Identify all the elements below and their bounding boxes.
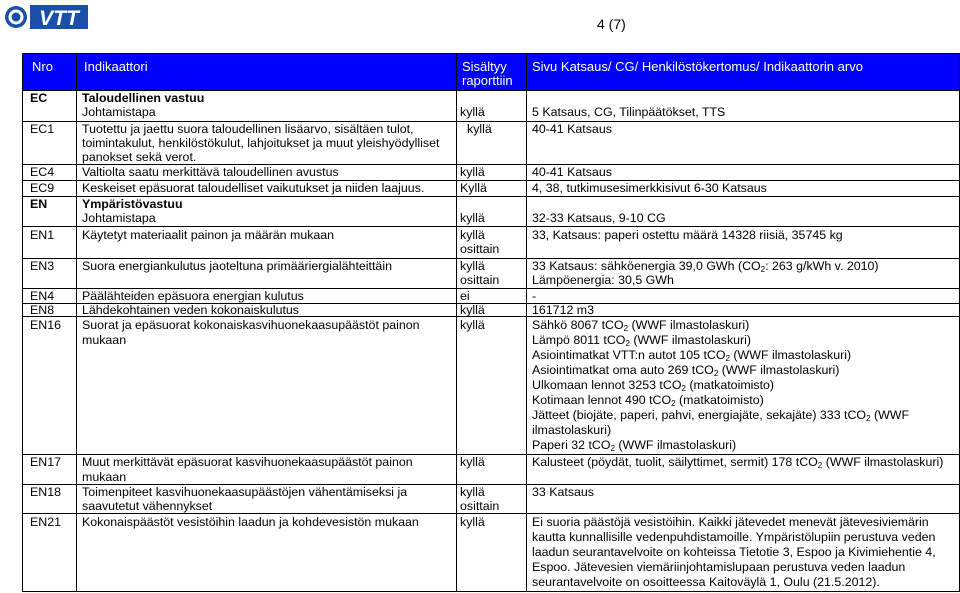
en-section-johtamistapa: Johtamistapa <box>82 211 156 225</box>
en18-included: kyllä <box>460 485 485 499</box>
en21-description-line: laadun seurantavelvoite on kohteissa Tietotie 3, Espoo ja Kivimiehentie 4, <box>532 545 936 559</box>
en16-emission-text: Kotimaan lennot 490 tCO <box>532 393 672 407</box>
en17-page-text-a: Kalusteet (pöydät, tuolit, säilyttimet, sermit) 178 tCO <box>532 455 818 469</box>
en3-included: kyllä <box>460 259 485 273</box>
en16-emission-source: (matkatoimisto) <box>685 378 775 392</box>
en3-text: Suora energiankulutus jaoteltuna primääriergialähteittäin <box>82 259 392 273</box>
en16-emission-sub: 2 <box>713 369 719 378</box>
ec-section-page: 5 Katsaus, CG, Tilinpäätökset, TTS <box>532 105 726 119</box>
en16-emission-text: Paperi 32 tCO <box>532 438 611 452</box>
en16-emission-sub: 2 <box>671 399 676 408</box>
en3-page-sub: 2 <box>760 265 766 274</box>
ec1-code: EC1 <box>30 122 55 136</box>
en16-emission-source: (WWF ilmastolaskuri) <box>729 348 852 362</box>
en16-emission-source: (WWF ilmastolaskuri) <box>629 333 752 347</box>
en17-page-sub: 2 <box>817 461 823 470</box>
en16-emission-line <box>532 363 839 378</box>
en16-emission-line <box>532 318 749 333</box>
en16-text-2: mukaan <box>82 333 127 347</box>
en-section-included: kyllä <box>460 211 485 225</box>
en16-emission-text: ilmastolaskuri) <box>532 423 612 437</box>
en4-text: Päälähteiden epäsuora energian kulutus <box>82 289 304 303</box>
en16-emission-line <box>532 393 764 408</box>
ec4-included: kyllä <box>460 165 485 179</box>
en17-text-1: Muut merkittävät epäsuorat kasvihuonekaasupäästöt painon <box>82 455 413 469</box>
vtt-logo <box>4 5 88 29</box>
en18-text-1: Toimenpiteet kasvihuonekaasupäästöjen vähentämiseksi ja <box>82 485 408 499</box>
en3-page-text-a: 33 Katsaus: sähköenergia 39,0 GWh (CO <box>532 259 761 273</box>
ec1-text-1: Tuotettu ja jaettu suora taloudellinen lisäarvo, sisältäen tulot, <box>82 122 414 136</box>
en16-emission-source: (matkatoimisto) <box>675 393 764 407</box>
en3-page-line-1 <box>532 259 879 274</box>
en-section-title: Ympäristövastuu <box>82 197 183 211</box>
table-header <box>22 53 960 90</box>
en1-included-partial: osittain <box>460 242 500 256</box>
en16-emission-sub: 2 <box>866 414 871 423</box>
en16-emission-text: Asiointimatkat oma auto 269 tCO <box>532 363 714 377</box>
en16-emission-sub: 2 <box>625 339 630 348</box>
en16-emission-sub: 2 <box>725 354 730 363</box>
ec1-text-3: panokset sekä verot. <box>82 150 197 164</box>
ec4-code: EC4 <box>30 165 55 179</box>
en3-included-partial: osittain <box>460 273 500 287</box>
header-indikaattori: Indikaattori <box>84 59 148 74</box>
en16-emission-text: Lämpö 8011 tCO <box>532 333 626 347</box>
en3-code: EN3 <box>30 259 55 273</box>
page-number: 4 (7) <box>597 16 626 32</box>
en16-emission-text: Jätteet (biojäte, paperi, pahvi, energiajäte, sekajäte) 333 tCO <box>532 408 867 422</box>
en16-emission-line <box>532 423 611 438</box>
en18-included-partial: osittain <box>460 499 500 513</box>
en16-emission-line <box>532 333 751 348</box>
en17-page <box>532 455 943 470</box>
en16-emission-line <box>532 408 909 423</box>
en16-emission-source: (WWF ilmastolaskuri) <box>718 363 840 377</box>
header-sivu: Sivu Katsaus/ CG/ Henkilöstökertomus/ Indikaattorin arvo <box>532 59 863 74</box>
ec9-page: 4, 38, tutkimusesimerkkisivut 6-30 Katsaus <box>532 181 767 195</box>
en3-page-text-b: : 263 g/kWh v. 2010) <box>765 259 879 273</box>
en16-code: EN16 <box>30 318 61 332</box>
en21-description-line: kautta kunnallisille vedenpuhdistamoille. Ympäristölupiin perustuva veden <box>532 530 936 544</box>
en4-page: - <box>532 289 537 303</box>
en-section-code: EN <box>30 197 48 211</box>
ec4-page: 40-41 Katsaus <box>532 165 612 179</box>
en21-description-line: Espoo. Jätevesien viemäriinjohtamislupaan perustuva veden laadun <box>532 560 906 574</box>
en16-emission-source: (WWF ilmastolaskuri) <box>614 438 737 452</box>
en16-emission-text: Asiointimatkat VTT:n autot 105 tCO <box>532 348 726 362</box>
en21-code: EN21 <box>30 515 61 529</box>
en16-emission-line <box>532 438 736 453</box>
svg-text:VTT: VTT <box>39 7 79 29</box>
header-nro: Nro <box>32 59 53 74</box>
en16-emission-sub: 2 <box>681 384 686 393</box>
en21-included: kyllä <box>460 515 485 529</box>
en-section-page: 32-33 Katsaus, 9-10 CG <box>532 211 666 225</box>
en8-page: 161712 m3 <box>532 303 595 317</box>
en21-text: Kokonaispäästöt vesistöihin laadun ja kohdevesistön mukaan <box>82 515 419 529</box>
en18-text-2: saavutetut vähennykset <box>82 499 213 513</box>
en16-emission-text: Ulkomaan lennot 3253 tCO <box>532 378 682 392</box>
en3-page-line-2: Lämpöenergia: 30,5 GWh <box>532 273 674 287</box>
en16-emission-sub: 2 <box>610 444 615 453</box>
ec1-page: 40-41 Katsaus <box>532 122 612 136</box>
en16-included: kyllä <box>460 318 485 332</box>
ec-section-title: Taloudellinen vastuu <box>82 91 205 105</box>
vtt-logo-graphic <box>4 5 88 29</box>
ec9-included: Kyllä <box>460 181 487 195</box>
ec9-code: EC9 <box>30 181 55 195</box>
en8-code: EN8 <box>30 303 55 317</box>
en8-included: kyllä <box>460 303 485 317</box>
ec1-text-2: toimintakulut, henkilöstökulut, lahjoitukset ja muut yleishyödylliset <box>82 136 440 150</box>
en16-emission-line <box>532 378 774 393</box>
ec4-text: Valtiolta saatu merkittävä taloudellinen avustus <box>82 165 339 179</box>
en1-code: EN1 <box>30 228 55 242</box>
en17-code: EN17 <box>30 455 61 469</box>
en17-included: kyllä <box>460 455 485 469</box>
ec1-included: kyllä <box>467 122 492 136</box>
en4-included: ei <box>460 289 470 303</box>
en16-emission-source: (WWF <box>870 408 910 422</box>
en18-page: 33 Katsaus <box>532 485 594 499</box>
en21-description-line: seurantavelvoite on osoitteessa Kaitoväylä 1, Oulu (21.5.2012). <box>532 575 880 589</box>
ec-section-code: EC <box>30 91 48 105</box>
en16-emission-line <box>532 348 851 363</box>
ec-section-included: kyllä <box>460 105 485 119</box>
ec9-text: Keskeiset epäsuorat taloudelliset vaikutukset ja niiden laajuus. <box>82 181 425 195</box>
en8-text: Lähdekohtainen veden kokonaiskulutus <box>82 303 299 317</box>
en21-description-line: Ei suoria päästöjä vesistöihin. Kaikki jätevedet menevät jätevesiviemärin <box>532 515 929 529</box>
en1-text: Käytetyt materiaalit painon ja määrän mukaan <box>82 228 335 242</box>
header-sisaltyy: Sisältyy <box>462 59 507 74</box>
en18-code: EN18 <box>30 485 61 499</box>
en4-code: EN4 <box>30 289 55 303</box>
en16-text-1: Suorat ja epäsuorat kokonaiskasvihuonekaasupäästöt painon <box>82 318 420 332</box>
en16-emission-sub: 2 <box>623 324 629 333</box>
ec-section-johtamistapa: Johtamistapa <box>82 105 156 119</box>
en1-page: 33, Katsaus: paperi ostettu määrä 14328 riisiä, 35745 kg <box>532 228 843 242</box>
en1-included: kyllä <box>460 228 485 242</box>
en16-emission-text: Sähkö 8067 tCO <box>532 318 624 332</box>
header-raporttiin: raporttiin <box>462 73 513 88</box>
en17-page-text-b: (WWF ilmastolaskuri) <box>822 455 944 469</box>
en16-emission-source: (WWF ilmastolaskuri) <box>628 318 750 332</box>
en17-text-2: mukaan <box>82 470 127 484</box>
